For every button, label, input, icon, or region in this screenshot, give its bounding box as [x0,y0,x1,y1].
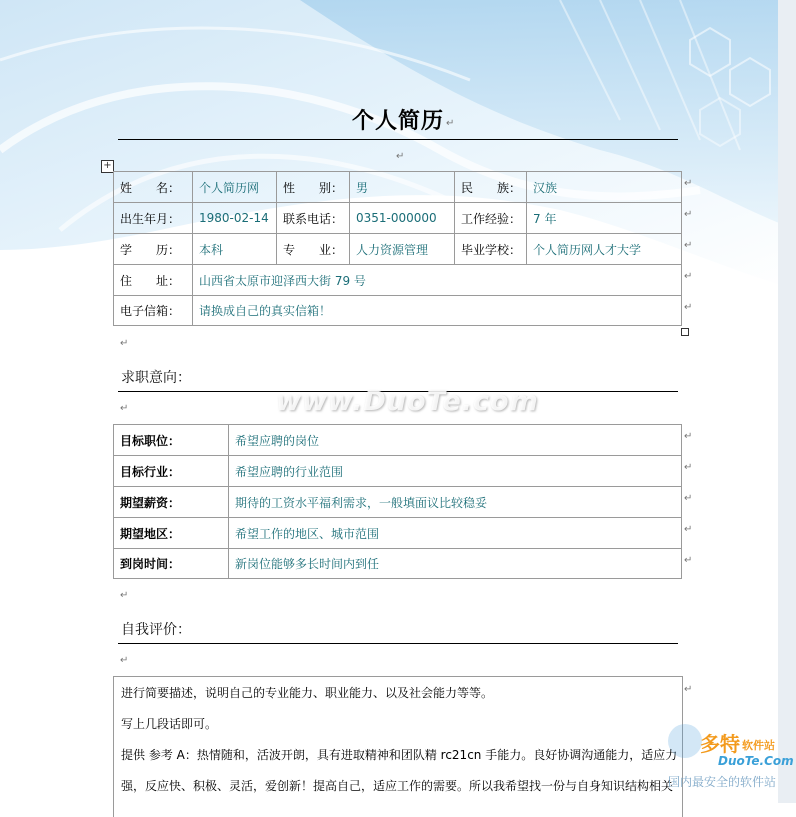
email-value[interactable]: 请换成自己的真实信箱！ [193,296,682,326]
site-logo-soft: 软件站 [742,739,775,752]
paragraph-mark: ↵ [446,118,455,129]
table-resize-handle[interactable] [681,328,689,336]
name-value[interactable]: 个人简历网 [193,172,277,203]
target-industry-label: 目标行业： [114,456,229,487]
target-position-value[interactable]: 希望应聘的岗位 [229,425,682,456]
title-divider [118,139,678,140]
self-eval-heading: 自我评价： [121,622,191,638]
birth-value[interactable]: 1980-02-14 [193,203,277,234]
phone-label: 联系电话： [277,203,350,234]
target-position-label: 目标职位： [114,425,229,456]
ethnicity-label: 民 族： [455,172,527,203]
start-time-value[interactable]: 新岗位能够多长时间内到任 [229,549,682,579]
self-eval-line[interactable]: 强，反应快、积极、灵活，爱创新！提高自己，适应工作的需要。所以我希望找一份与自身知识结构相关 [121,779,674,793]
watermark: www.DuoTe.com [276,386,539,417]
site-logo-domain: DuoTe.Com [718,754,794,768]
address-value[interactable]: 山西省太原市迎泽西大街 79 号 [193,265,682,296]
paragraph-mark: ↵ [120,655,129,666]
major-label: 专 业： [277,234,350,265]
row-end-mark: ↵ [684,684,693,695]
school-label: 毕业学校： [455,234,527,265]
table-row [114,265,682,296]
expected-region-label: 期望地区： [114,518,229,549]
expected-region-value[interactable]: 希望工作的地区、城市范围 [229,518,682,549]
expected-salary-value[interactable]: 期待的工资水平福利需求，一般填面议比较稳妥 [229,487,682,518]
education-label: 学 历： [114,234,193,265]
site-logo-icon [668,724,702,758]
table-move-handle[interactable]: + [101,160,114,173]
table-row [114,203,682,234]
table-row [114,456,682,487]
target-industry-value[interactable]: 希望应聘的行业范围 [229,456,682,487]
self-eval-line[interactable]: 提供 参考 A：热情随和，活波开朗，具有进取精神和团队精 rc21cn 手能力。良好协调沟通能力，适应力 [121,748,678,762]
basic-info-table [113,171,682,326]
site-logo-name: 多特 [700,732,740,756]
experience-label: 工作经验： [455,203,527,234]
address-label: 住 址： [114,265,193,296]
education-value[interactable]: 本科 [193,234,277,265]
school-value[interactable]: 个人简历网人才大学 [527,234,682,265]
row-end-mark: ↵ [684,431,693,442]
gender-value[interactable]: 男 [350,172,455,203]
email-label: 电子信箱： [114,296,193,326]
table-row [114,425,682,456]
table-row [114,487,682,518]
row-end-mark: ↵ [684,524,693,535]
paragraph-mark: ↵ [120,403,129,414]
table-row [114,234,682,265]
paragraph-mark: ↵ [120,338,129,349]
job-intent-heading: 求职意向： [121,370,191,386]
self-eval-divider [118,643,678,644]
birth-label: 出生年月： [114,203,193,234]
row-end-mark: ↵ [684,240,693,251]
job-intent-table [113,424,682,579]
row-end-mark: ↵ [684,302,693,313]
row-end-mark: ↵ [684,555,693,566]
table-row [114,172,682,203]
expected-salary-label: 期望薪资： [114,487,229,518]
row-end-mark: ↵ [684,271,693,282]
phone-value[interactable]: 0351-000000 [350,203,455,234]
row-end-mark: ↵ [684,493,693,504]
table-row [114,549,682,579]
row-end-mark: ↵ [684,178,693,189]
major-value[interactable]: 人力资源管理 [350,234,455,265]
paragraph-mark: ↵ [120,590,129,601]
document-title: 个人简历 [351,108,444,134]
experience-value[interactable]: 7 年 [527,203,682,234]
self-eval-line[interactable]: 进行简要描述，说明自己的专业能力、职业能力、以及社会能力等等。 [121,686,494,700]
ethnicity-value[interactable]: 汉族 [527,172,682,203]
start-time-label: 到岗时间： [114,549,229,579]
gender-label: 性 别： [277,172,350,203]
table-row [114,296,682,326]
site-logo-tagline: 国内最安全的软件站 [668,775,777,789]
name-label: 姓 名： [114,172,193,203]
table-row [114,518,682,549]
self-eval-line[interactable]: 写上几段话即可。 [121,717,218,731]
row-end-mark: ↵ [684,462,693,473]
row-end-mark: ↵ [684,209,693,220]
paragraph-mark: ↵ [396,151,405,162]
